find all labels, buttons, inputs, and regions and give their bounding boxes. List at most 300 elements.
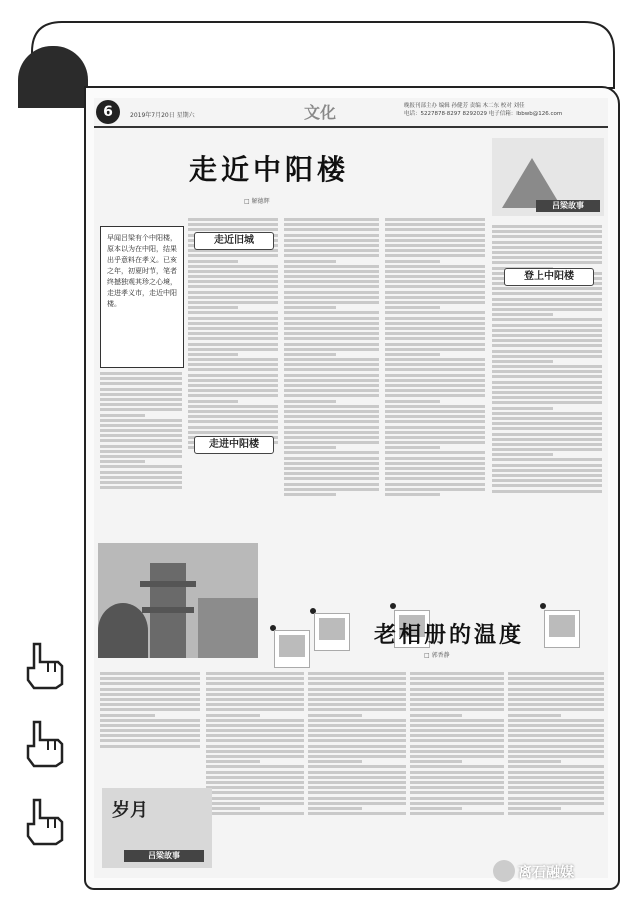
text-line xyxy=(508,734,604,737)
text-line xyxy=(410,724,504,727)
text-line xyxy=(100,382,182,385)
story-logo-text: 岁月 xyxy=(112,800,148,821)
text-line xyxy=(492,308,602,311)
text-line xyxy=(508,698,604,701)
text-line xyxy=(410,755,504,758)
tower-shape xyxy=(150,563,186,658)
text-line xyxy=(284,436,379,439)
text-line xyxy=(492,433,602,436)
text-line xyxy=(385,420,485,423)
text-line xyxy=(100,698,200,701)
text-line xyxy=(100,434,182,437)
text-line xyxy=(206,708,304,711)
text-line xyxy=(385,322,485,325)
text-line xyxy=(284,249,379,252)
text-line xyxy=(492,235,602,238)
text-line xyxy=(308,688,406,691)
body-column-2 xyxy=(188,216,278,540)
text-line xyxy=(385,405,485,408)
text-line xyxy=(284,260,336,263)
text-line xyxy=(100,486,182,489)
text-line xyxy=(100,714,155,717)
text-line xyxy=(385,389,485,392)
text-line xyxy=(492,251,602,254)
text-line xyxy=(206,750,304,753)
text-line xyxy=(508,812,604,815)
text-line xyxy=(308,708,406,711)
text-line xyxy=(284,446,336,449)
text-line xyxy=(410,797,504,800)
masthead xyxy=(94,98,608,128)
text-line xyxy=(410,729,504,732)
text-line xyxy=(508,703,604,706)
text-line xyxy=(188,254,278,257)
text-line xyxy=(100,429,182,432)
pin-icon xyxy=(540,603,546,609)
text-line xyxy=(492,396,602,399)
intro-box xyxy=(100,226,184,368)
story-logo-label: 吕梁故事 xyxy=(124,850,204,862)
text-line xyxy=(100,745,200,748)
photo-frame-illustration xyxy=(544,610,580,648)
text-line xyxy=(284,358,379,361)
text-line xyxy=(188,265,278,268)
text-line xyxy=(308,703,406,706)
article-author: □ 解德辉 xyxy=(244,198,270,205)
text-line xyxy=(492,458,602,461)
text-line xyxy=(284,389,379,392)
text-line xyxy=(492,246,602,249)
text-line xyxy=(188,400,238,403)
text-line xyxy=(284,285,379,288)
text-line xyxy=(385,332,485,335)
text-line xyxy=(385,415,485,418)
text-line xyxy=(100,403,182,406)
text-line xyxy=(308,693,406,696)
text-line xyxy=(284,306,336,309)
text-line xyxy=(100,408,182,411)
text-line xyxy=(188,384,278,387)
text-line xyxy=(385,384,485,387)
text-line xyxy=(410,682,504,685)
wechat-icon xyxy=(493,860,515,882)
text-line xyxy=(188,368,278,371)
text-line xyxy=(188,415,278,418)
text-line xyxy=(284,379,379,382)
text-line xyxy=(410,708,504,711)
text-line xyxy=(188,327,278,330)
text-line xyxy=(206,698,304,701)
text-line xyxy=(284,374,379,377)
text-line xyxy=(188,420,278,423)
text-line xyxy=(308,812,406,815)
text-line xyxy=(100,439,182,442)
text-line xyxy=(385,291,485,294)
folder-tab xyxy=(18,46,88,108)
text-line xyxy=(492,443,602,446)
text-line xyxy=(508,786,604,789)
text-line xyxy=(284,234,379,237)
text-line xyxy=(308,714,362,717)
text-line xyxy=(492,391,602,394)
text-line xyxy=(508,729,604,732)
text-line xyxy=(188,379,278,382)
text-line xyxy=(188,306,238,309)
text-line xyxy=(492,241,602,244)
text-line xyxy=(206,672,304,675)
text-line xyxy=(284,239,379,242)
text-line xyxy=(385,426,485,429)
text-line xyxy=(508,672,604,675)
zhongyang-tower-photo xyxy=(98,543,258,658)
text-line xyxy=(100,688,200,691)
text-line xyxy=(410,802,504,805)
subhead-climb-tower: 登上中阳楼 xyxy=(504,268,594,286)
text-line xyxy=(284,301,379,304)
text-line xyxy=(410,693,504,696)
text-line xyxy=(508,781,604,784)
article2-column-3 xyxy=(308,670,406,875)
text-line xyxy=(284,275,379,278)
issue-date: 2019年7月20日 星期六 xyxy=(130,112,195,119)
text-line xyxy=(308,729,406,732)
body-column-3 xyxy=(284,216,379,606)
pointing-hand-icon xyxy=(22,718,66,768)
pointing-hand-icon xyxy=(22,796,66,846)
text-line xyxy=(492,292,602,295)
text-line xyxy=(385,337,485,340)
text-line xyxy=(284,467,379,470)
text-line xyxy=(492,469,602,472)
text-line xyxy=(188,353,238,356)
text-line xyxy=(410,786,504,789)
text-line xyxy=(492,313,553,316)
article2-column-2 xyxy=(206,670,304,875)
photo-frame-illustration xyxy=(274,630,310,668)
text-line xyxy=(284,244,379,247)
text-line xyxy=(385,260,440,263)
source-watermark: 离石融媒 xyxy=(518,865,574,881)
text-line xyxy=(284,462,379,465)
text-line xyxy=(410,750,504,753)
text-line xyxy=(284,343,379,346)
text-line xyxy=(385,254,485,257)
text-line xyxy=(492,370,602,373)
text-line xyxy=(308,719,406,722)
text-line xyxy=(385,275,485,278)
text-line xyxy=(385,296,485,299)
text-line xyxy=(100,724,200,727)
text-line xyxy=(188,348,278,351)
subhead-enter-tower: 走进中阳楼 xyxy=(194,436,274,454)
column-logo-label: 吕梁故事 xyxy=(536,200,600,212)
text-line xyxy=(385,462,485,465)
text-line xyxy=(385,368,485,371)
text-line xyxy=(308,802,406,805)
text-line xyxy=(385,327,485,330)
text-line xyxy=(410,672,504,675)
text-line xyxy=(492,287,602,290)
text-line xyxy=(188,296,278,299)
text-line xyxy=(284,317,379,320)
text-line xyxy=(284,410,379,413)
newspaper-page xyxy=(84,86,620,890)
text-line xyxy=(188,275,278,278)
text-line xyxy=(508,724,604,727)
text-line xyxy=(385,358,485,361)
text-line xyxy=(492,464,602,467)
text-line xyxy=(284,400,336,403)
text-line xyxy=(508,776,604,779)
body-column-4 xyxy=(385,216,485,606)
text-line xyxy=(508,797,604,800)
text-line xyxy=(410,765,504,768)
text-line xyxy=(508,802,604,805)
text-line xyxy=(508,677,604,680)
text-line xyxy=(206,786,304,789)
text-line xyxy=(492,401,602,404)
text-line xyxy=(284,441,379,444)
text-line xyxy=(308,750,406,753)
text-line xyxy=(100,393,182,396)
text-line xyxy=(410,771,504,774)
text-line xyxy=(410,812,504,815)
page-number: 6 xyxy=(96,100,120,124)
bottom-story-logo xyxy=(102,788,212,868)
text-line xyxy=(188,228,278,231)
text-line xyxy=(100,708,200,711)
text-line xyxy=(410,739,504,742)
text-line xyxy=(284,322,379,325)
text-line xyxy=(100,424,182,427)
section-title: 文化 xyxy=(304,103,337,122)
text-line xyxy=(206,682,304,685)
text-line xyxy=(284,493,336,496)
text-line xyxy=(492,484,602,487)
text-line xyxy=(308,755,406,758)
text-line xyxy=(492,417,602,420)
text-line xyxy=(206,745,304,748)
text-line xyxy=(284,228,379,231)
text-line xyxy=(410,760,462,763)
text-line xyxy=(492,261,602,264)
text-line xyxy=(508,739,604,742)
text-line xyxy=(508,714,561,717)
text-line xyxy=(206,797,304,800)
text-line xyxy=(206,812,304,815)
text-line xyxy=(492,329,602,332)
text-line xyxy=(308,786,406,789)
text-line xyxy=(385,244,485,247)
text-line xyxy=(188,285,278,288)
text-line xyxy=(492,339,602,342)
text-line xyxy=(492,422,602,425)
text-line xyxy=(206,807,260,810)
text-line xyxy=(284,311,379,314)
text-line xyxy=(410,781,504,784)
text-line xyxy=(385,488,485,491)
text-line xyxy=(188,426,278,429)
text-line xyxy=(100,388,182,391)
text-line xyxy=(410,807,462,810)
text-line xyxy=(410,745,504,748)
article2-column-1 xyxy=(100,670,200,785)
text-line xyxy=(188,337,278,340)
text-line xyxy=(100,734,200,737)
text-line xyxy=(410,677,504,680)
text-line xyxy=(284,348,379,351)
text-line xyxy=(492,365,602,368)
text-line xyxy=(508,750,604,753)
text-line xyxy=(308,698,406,701)
text-line xyxy=(492,230,602,233)
text-line xyxy=(385,451,485,454)
text-line xyxy=(206,776,304,779)
text-line xyxy=(284,368,379,371)
text-line xyxy=(100,693,200,696)
text-line xyxy=(188,311,278,314)
text-line xyxy=(100,419,182,422)
text-line xyxy=(508,755,604,758)
text-line xyxy=(100,414,145,417)
text-line xyxy=(492,375,602,378)
text-line xyxy=(492,453,553,456)
text-line xyxy=(385,234,485,237)
contact-line: 电话：5227878·8297 8292029 电子信箱：lbbwb@126.com xyxy=(404,111,563,117)
text-line xyxy=(492,256,602,259)
text-line xyxy=(308,760,362,763)
text-line xyxy=(492,334,602,337)
text-line xyxy=(100,398,182,401)
text-line xyxy=(308,724,406,727)
text-line xyxy=(188,322,278,325)
article2-column-4 xyxy=(410,670,504,875)
text-line xyxy=(206,703,304,706)
text-line xyxy=(206,729,304,732)
editor-credits xyxy=(404,102,604,118)
text-line xyxy=(188,223,278,226)
text-line xyxy=(308,771,406,774)
text-line xyxy=(492,490,602,493)
pin-icon xyxy=(390,603,396,609)
text-line xyxy=(284,327,379,330)
text-line xyxy=(308,776,406,779)
text-line xyxy=(188,343,278,346)
editor-line: 晚报刊部主办 编辑 孙健芳 责编 木二东 校对 刘佳 xyxy=(404,103,525,109)
text-line xyxy=(100,739,200,742)
newspaper-scan xyxy=(94,98,608,878)
text-line xyxy=(284,394,379,397)
text-line xyxy=(385,311,485,314)
text-line xyxy=(410,698,504,701)
text-line xyxy=(385,218,485,221)
text-line xyxy=(206,755,304,758)
text-line xyxy=(188,280,278,283)
text-line xyxy=(284,415,379,418)
text-line xyxy=(284,337,379,340)
text-line xyxy=(206,781,304,784)
text-line xyxy=(385,285,485,288)
text-line xyxy=(100,377,182,380)
text-line xyxy=(284,291,379,294)
text-line xyxy=(492,412,602,415)
text-line xyxy=(308,781,406,784)
text-line xyxy=(188,301,278,304)
text-line xyxy=(284,488,379,491)
text-line xyxy=(308,745,406,748)
text-line xyxy=(188,394,278,397)
text-line xyxy=(284,384,379,387)
body-column-1 xyxy=(100,370,182,540)
text-line xyxy=(284,363,379,366)
text-line xyxy=(284,218,379,221)
text-line xyxy=(508,688,604,691)
text-line xyxy=(508,682,604,685)
text-line xyxy=(385,363,485,366)
text-line xyxy=(385,394,485,397)
text-line xyxy=(492,479,602,482)
text-line xyxy=(508,807,561,810)
text-line xyxy=(308,765,406,768)
text-line xyxy=(385,436,485,439)
text-line xyxy=(385,348,485,351)
text-line xyxy=(284,483,379,486)
article2-title: 老相册的温度 xyxy=(374,623,525,648)
text-line xyxy=(284,457,379,460)
text-line xyxy=(385,249,485,252)
text-line xyxy=(284,280,379,283)
text-line xyxy=(410,719,504,722)
text-line xyxy=(188,358,278,361)
text-line xyxy=(188,317,278,320)
text-line xyxy=(492,448,602,451)
text-line xyxy=(100,476,182,479)
story-column-logo xyxy=(492,138,604,216)
text-line xyxy=(100,465,182,468)
text-line xyxy=(385,301,485,304)
text-line xyxy=(188,405,278,408)
text-line xyxy=(188,431,278,434)
article2-author: □ 郭香静 xyxy=(424,652,450,659)
text-line xyxy=(206,688,304,691)
text-line xyxy=(492,225,602,228)
text-line xyxy=(100,445,182,448)
text-line xyxy=(308,677,406,680)
text-line xyxy=(206,791,304,794)
text-line xyxy=(410,776,504,779)
text-line xyxy=(206,765,304,768)
text-line xyxy=(308,734,406,737)
text-line xyxy=(188,363,278,366)
text-line xyxy=(492,298,602,301)
text-line xyxy=(100,372,182,375)
text-line xyxy=(188,270,278,273)
text-line xyxy=(385,374,485,377)
text-line xyxy=(206,802,304,805)
text-line xyxy=(385,343,485,346)
text-line xyxy=(385,379,485,382)
text-line xyxy=(385,353,440,356)
text-line xyxy=(206,739,304,742)
text-line xyxy=(508,708,604,711)
text-line xyxy=(385,431,485,434)
text-line xyxy=(284,405,379,408)
text-line xyxy=(492,438,602,441)
text-line xyxy=(284,451,379,454)
text-line xyxy=(492,427,602,430)
text-line xyxy=(284,296,379,299)
text-line xyxy=(284,332,379,335)
